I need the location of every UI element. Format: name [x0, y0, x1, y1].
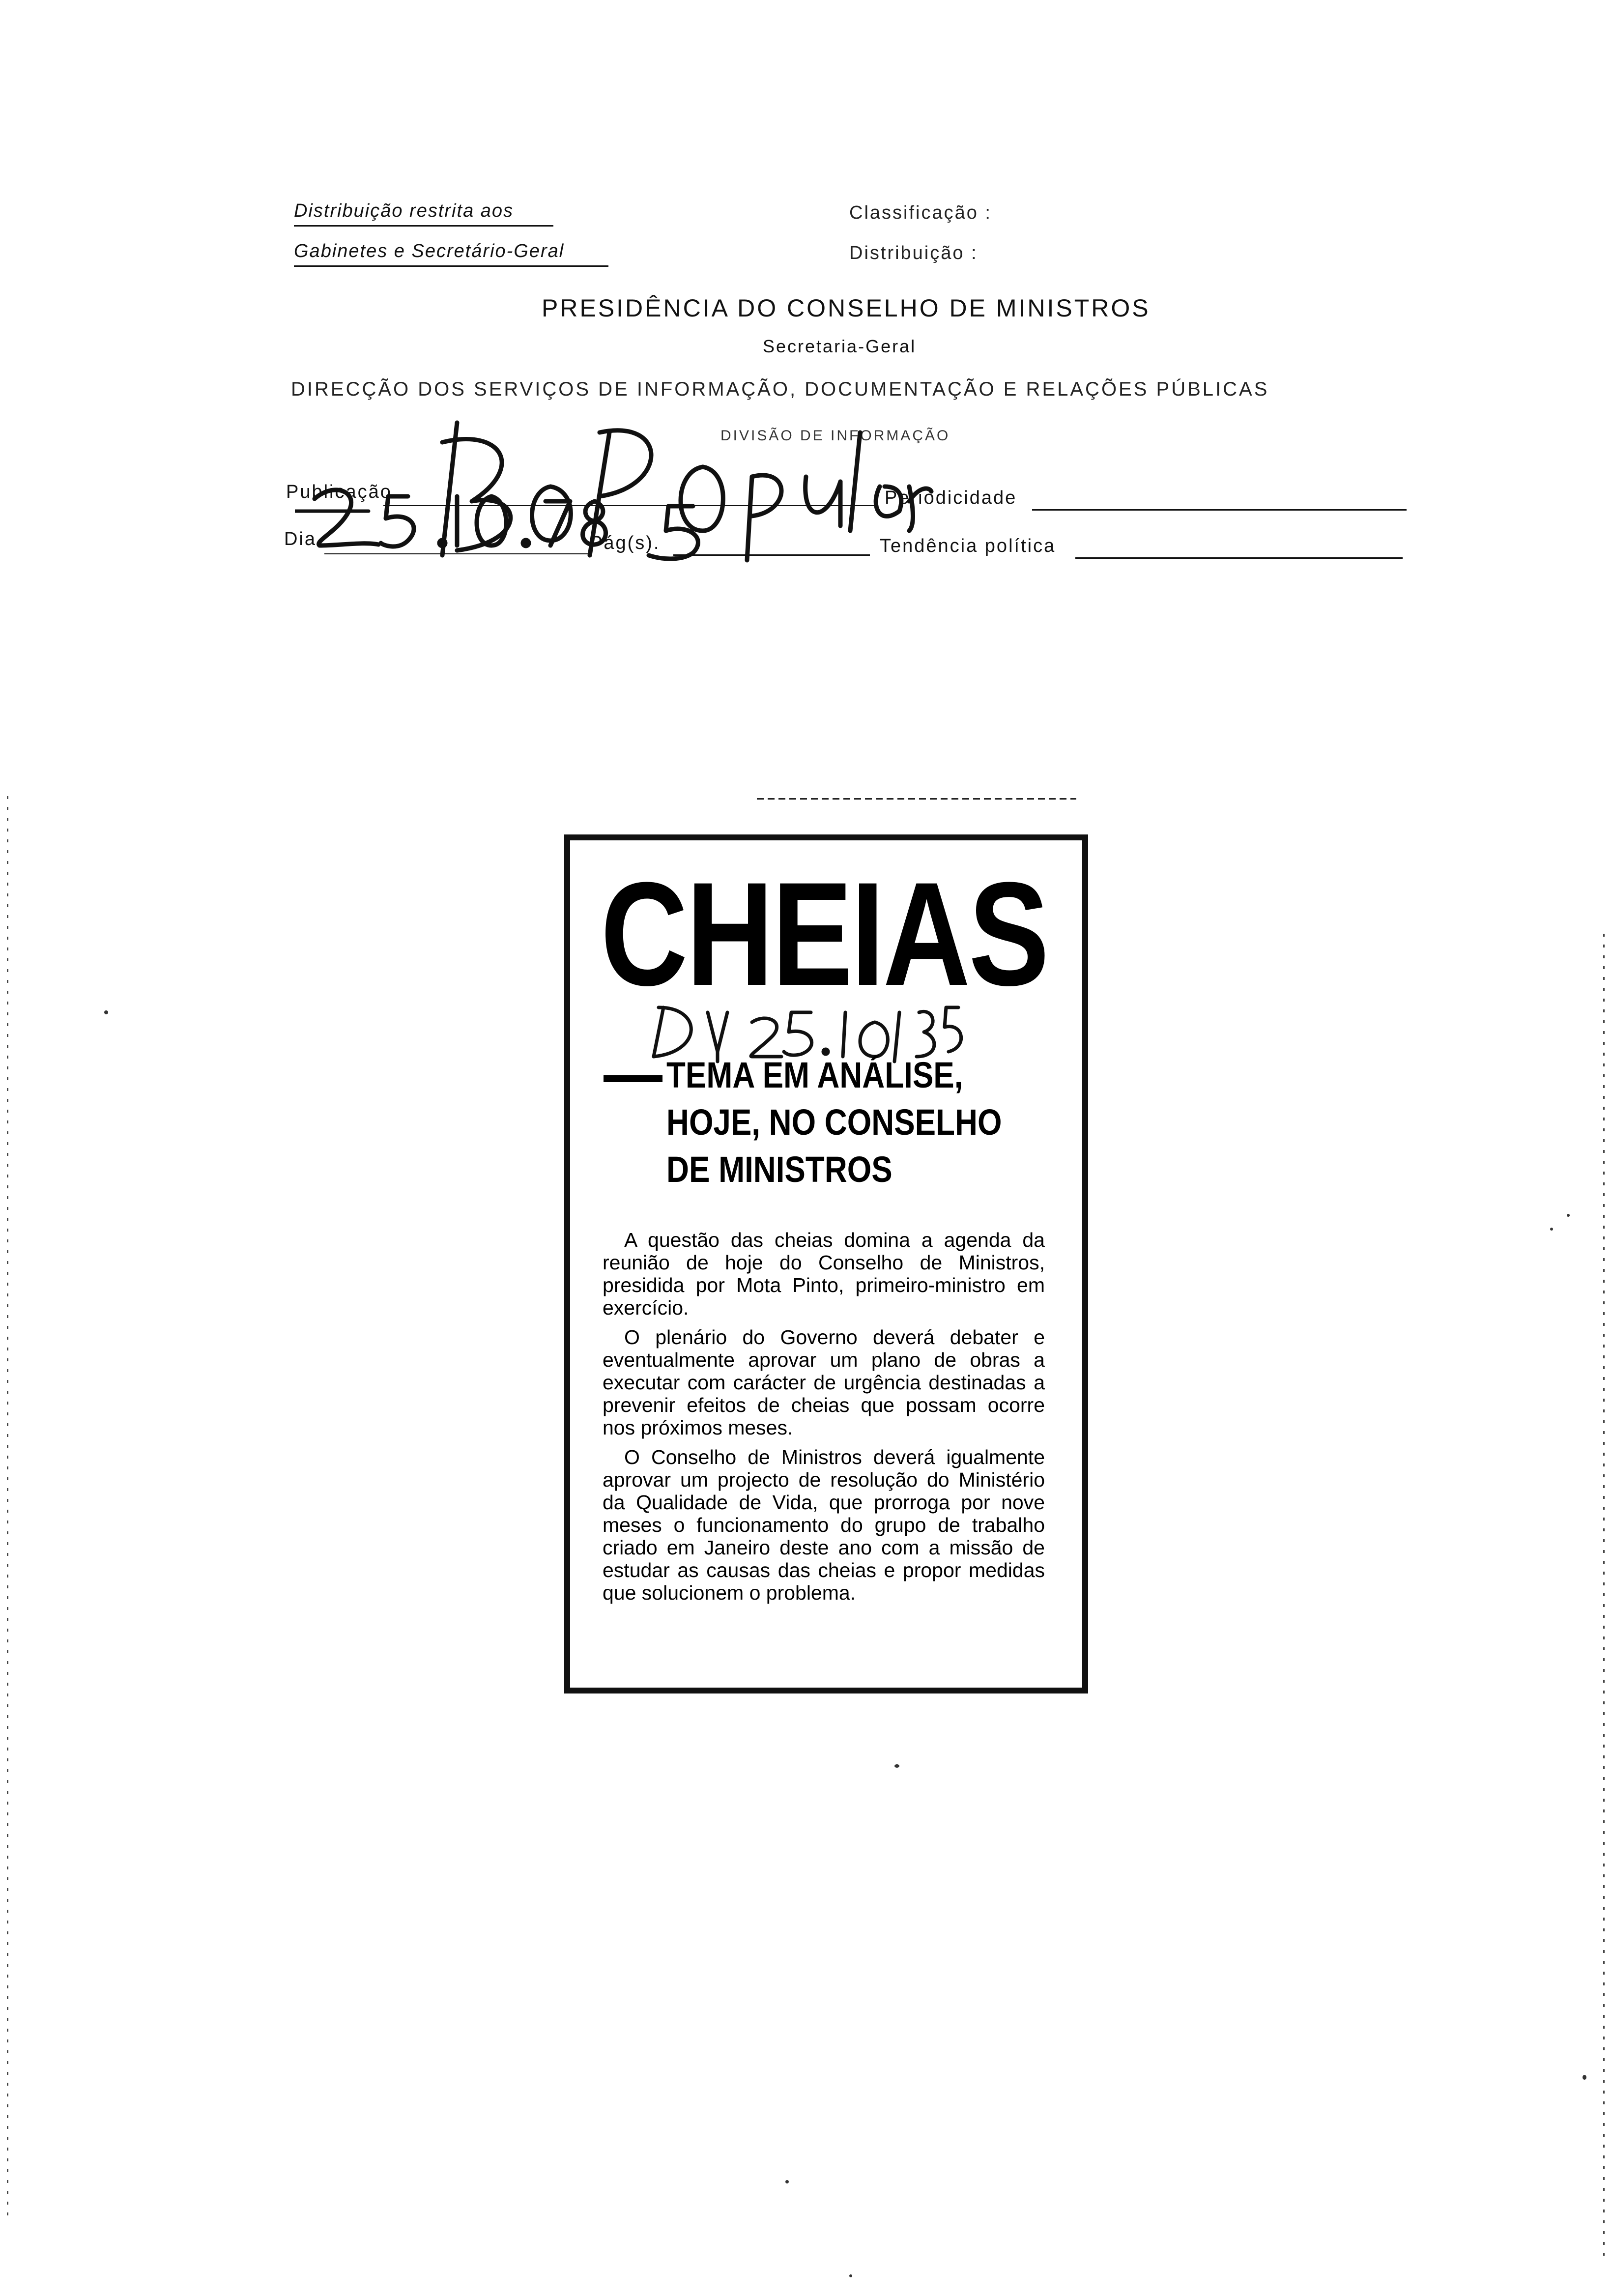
scan-speck: [1567, 1214, 1570, 1217]
tendencia-politica-label: Tendência política: [880, 536, 1056, 556]
subheadline-line2: HOJE, NO CONSELHO: [666, 1102, 1002, 1143]
scan-speck: [1583, 2075, 1586, 2080]
clipping-subheadline: [666, 1052, 1002, 1193]
subheadline-line3: DE MINISTROS: [666, 1149, 892, 1190]
distribution-line1-underline: [294, 225, 553, 227]
handwritten-annotation: [295, 413, 934, 580]
left-scan-edge: [7, 796, 8, 2221]
pags-label: Pág(s).: [590, 533, 661, 553]
classificacao-label: Classificação :: [849, 202, 992, 223]
direccao-servicos: DIRECÇÃO DOS SERVIÇOS DE INFORMAÇÃO, DOCUMENTAÇÃO E RELAÇÕES PÚBLICAS: [291, 378, 1269, 400]
subheadline-line1: TEMA EM ANÁLISE,: [666, 1055, 963, 1095]
clipping-body: [603, 1229, 1045, 1611]
clipping-paragraph-1: A questão das cheias domina a agenda da reunião de hoje do Conselho de Ministros, presidida por Mota Pinto, primeiro-ministro em exercício.: [603, 1229, 1045, 1319]
newspaper-clipping: [564, 834, 1088, 1693]
scan-speck: [785, 2180, 789, 2183]
periodicidade-label: Periodicidade: [885, 488, 1017, 508]
tendencia-field-line: [1075, 557, 1403, 559]
scan-speck: [104, 1010, 108, 1014]
distribuicao-label: Distribuição :: [849, 243, 978, 263]
secretaria-geral: Secretaria-Geral: [763, 336, 917, 356]
headline-dash: [604, 1075, 662, 1082]
dia-label: Dia: [284, 529, 317, 549]
scan-speck: [849, 2274, 852, 2277]
divisao-informacao: DIVISÃO DE INFORMAÇÃO: [720, 428, 950, 444]
right-scan-edge: [1603, 934, 1605, 2261]
publicacao-label: Publicação: [286, 482, 392, 502]
distribution-line2-underline: [294, 265, 608, 267]
scan-speck: [1550, 1228, 1553, 1231]
page-title: PRESIDÊNCIA DO CONSELHO DE MINISTROS: [542, 294, 1151, 322]
distribution-restriction-line1: Distribuição restrita aos: [294, 201, 514, 221]
periodicidade-field-line: [1032, 509, 1407, 511]
clip-top-tear: [757, 798, 1076, 800]
distribution-restriction-line2: Gabinetes e Secretário-Geral: [294, 241, 565, 261]
clipping-paragraph-2: O plenário do Governo deverá debater e eventualmente aprovar um plano de obras a executar com carácter de urgência destinadas a prevenir efeitos de cheias que possam ocorre nos próximos meses.: [603, 1326, 1045, 1439]
clipping-paragraph-3: O Conselho de Ministros deverá igualmente aprovar um projecto de resolução do Ministério da Qualidade de Vida, que prorroga por nove meses o funcionamento do grupo de trabalho criado em Janeiro deste ano com a missão de estudar as causas das cheias e propor medidas que solucionem o problema.: [603, 1446, 1045, 1604]
clipping-headline-big: CHEIAS: [601, 851, 1048, 1016]
scan-speck: [894, 1764, 899, 1768]
